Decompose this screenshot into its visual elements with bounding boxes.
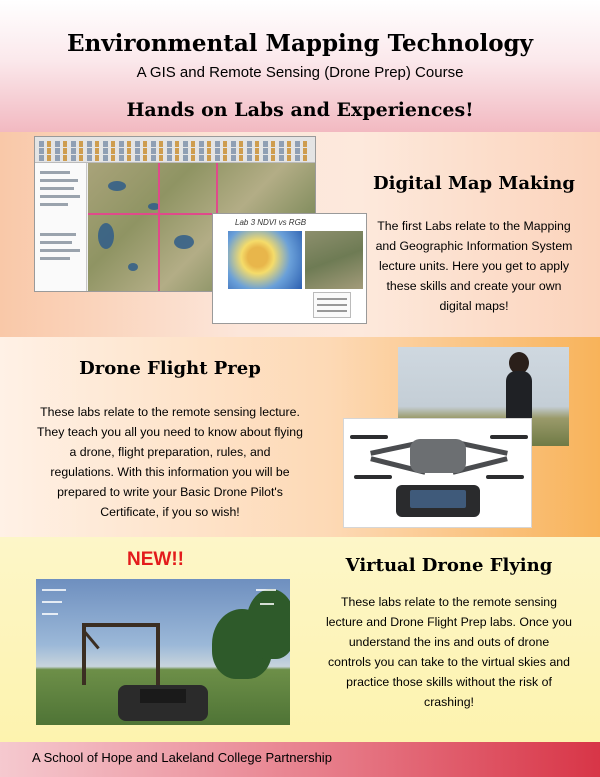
text-line: lecture and Drone Flight Prep labs. Once you (325, 615, 573, 629)
gis-toolbar (35, 137, 316, 163)
drone-flight-prep-text (20, 402, 320, 522)
ndvi-vs-rgb-figure (212, 213, 367, 324)
drone-and-controller-photo (343, 418, 532, 528)
handheld-controller-icon (118, 685, 208, 721)
page-header (0, 0, 600, 132)
remote-controller-icon (396, 485, 480, 517)
text-line: crashing! (424, 695, 474, 709)
text-line: Certificate, if you so wish! (100, 505, 240, 519)
text-line: understand the ins and outs of drone (348, 635, 550, 649)
text-line: practice those skills without the risk of (346, 675, 552, 689)
new-badge: NEW!! (127, 549, 184, 570)
text-line: The first Labs relate to the Mapping (377, 219, 571, 233)
virtual-drone-flying-text (312, 592, 586, 712)
footer-text: A School of Hope and Lakeland College Partnership (32, 750, 332, 765)
text-line: digital maps! (439, 299, 509, 313)
digital-map-making-heading: Digital Map Making (373, 173, 575, 194)
drone-flight-prep-heading: Drone Flight Prep (79, 358, 261, 379)
figure-legend (313, 292, 351, 318)
digital-map-making-text (368, 216, 580, 316)
ndvi-image (228, 231, 302, 289)
labs-heading: Hands on Labs and Experiences! (126, 99, 474, 121)
text-line: They teach you all you need to know about flying (37, 425, 303, 439)
text-line: these skills and create your own (386, 279, 562, 293)
text-line: These labs relate to the remote sensing lecture. (40, 405, 300, 419)
ndvi-figure-title: Lab 3 NDVI vs RGB (235, 218, 307, 227)
drone-simulator-screenshot (36, 579, 290, 725)
text-line: prepared to write your Basic Drone Pilot's (57, 485, 283, 499)
page-title: Environmental Mapping Technology (67, 30, 533, 57)
page-subtitle: A GIS and Remote Sensing (Drone Prep) Course (136, 64, 464, 81)
text-line: and Geographic Information System (375, 239, 573, 253)
text-line: a drone, flight preparation, rules, and (69, 445, 271, 459)
text-line: These labs relate to the remote sensing (340, 595, 557, 609)
virtual-drone-flying-heading: Virtual Drone Flying (345, 555, 553, 576)
text-line: controls you can take to the virtual skies and (328, 655, 570, 669)
text-line: lecture units. Here you get to apply (378, 259, 570, 273)
page-footer (0, 742, 600, 777)
gis-layers-panel (35, 163, 87, 292)
drone-icon (410, 439, 466, 473)
text-line: regulations. With this information you will be (50, 465, 290, 479)
rgb-image (305, 231, 363, 289)
